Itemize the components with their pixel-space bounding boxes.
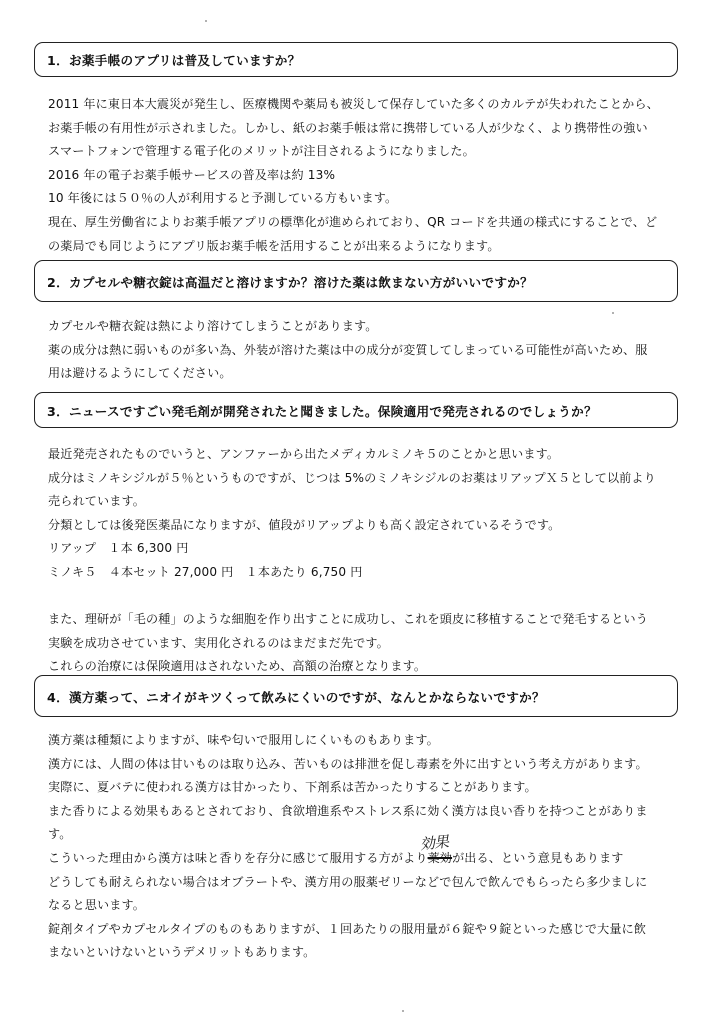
question-4-text: 4．漢方薬って、ニオイがキツくって飲みにくいのですが、なんとかならないですか？ — [47, 689, 545, 705]
answer-line: 最近発売されたものでいうと、アンファーから出たメディカルミノキ５のことかと思います。 — [48, 447, 560, 461]
answer-line: 用は避けるようにしてください。 — [48, 366, 232, 381]
answer-line: リアップ １本 6,300 円 — [48, 541, 189, 556]
handwritten-correction — [418, 832, 453, 871]
answer-line: 現在、厚生労働省によりお薬手帳アプリの標準化が進められており、QR コードを共通の様式にすることで、ど — [48, 214, 658, 229]
answer-line: 売られています。 — [48, 494, 145, 509]
answer-line: 成分はミノキシジルが５％というものですが、じつは 5%のミノキシジルのお薬はリアップＸ５として以前より — [48, 470, 656, 485]
question-box-2 — [34, 260, 678, 302]
answer-line-end: が出る、という意見もあります — [452, 850, 624, 865]
answer-3 — [48, 443, 688, 679]
answer-line: 漢方には、人間の体は甘いものは取り込み、苦いものは排泄を促し毒素を外に出すという考え方があります。 — [48, 756, 648, 771]
answer-line: 分類としては後発医薬品になりますが、値段がリアップよりも高く設定されているそうです。 — [48, 517, 561, 532]
answer-line: また、理研が「毛の種」のような細胞を作り出すことに成功し、これを頭皮に移植することで発毛するという — [48, 612, 648, 627]
answer-line: どうしても耐えられない場合はオブラートや、漢方用の服薬ゼリーなどで包んで飲んでもらったら多少ましに — [48, 874, 648, 889]
handwritten-text: 効果 — [418, 832, 449, 854]
answer-line: また香りによる効果もあるとされており、食欲増進系やストレス系に効く漢方は良い香りを持つことがありま — [48, 803, 648, 818]
answer-line: 2011 年に東日本大震災が発生し、医療機関や薬局も被災して保存していた多くのカルテが失われたことから、 — [48, 97, 659, 111]
answer-line: スマートフォンで管理する電子化のメリットが注目されるようになりました。 — [48, 144, 475, 159]
question-2-text: 2．カプセルや糖衣錠は高温だと溶けますか？溶けた薬は飲まない方がいいですか？ — [47, 274, 534, 290]
question-box-3 — [34, 392, 678, 428]
scan-speck — [612, 312, 614, 314]
question-3-text: 3．ニュースですごい発毛剤が開発されたと聞きました。保険適用で発売されるのでしょうか？ — [47, 403, 597, 419]
answer-line: す。 — [48, 827, 72, 842]
answer-line-corrected — [48, 832, 688, 871]
question-1-text: 1．お薬手帳のアプリは普及していますか？ — [47, 53, 301, 68]
scan-speck — [402, 1010, 404, 1012]
answer-2 — [48, 315, 688, 386]
answer-line: 薬の成分は熱に弱いものが多い為、外装が溶けた薬は中の成分が変質してしまっている可能性が高いため、服 — [48, 342, 648, 357]
answer-line: お薬手帳の有用性が示されました。しかし、紙のお薬手帳は常に携帯している人が少なく、より携帯性の強い — [48, 120, 648, 135]
answer-line: 10 年後には５０％の人が利用すると予測している方もいます。 — [48, 191, 398, 206]
answer-line: ミノキ５ ４本セット 27,000 円 １本あたり 6,750 円 — [48, 564, 363, 579]
answer-1 — [48, 93, 688, 258]
answer-line: なると思います。 — [48, 898, 145, 913]
struck-text: 薬効 — [427, 850, 453, 865]
answer-line: 漢方薬は種類によりますが、味や匂いで服用しにくいものもあります。 — [48, 733, 439, 747]
answer-line-start: こういった理由から漢方は味と香りを存分に感じて服用する方がより — [48, 850, 428, 865]
answer-line: 実験を成功させています、実用化されるのはまだまだ先です。 — [48, 635, 389, 650]
answer-4 — [48, 729, 688, 965]
scan-speck — [205, 20, 207, 22]
answer-line: これらの治療には保険適用はされないため、高額の治療となります。 — [48, 659, 427, 674]
answer-line: 実際に、夏バテに使われる漢方は甘かったり、下剤系は苦かったりすることがあります。 — [48, 780, 537, 795]
answer-line — [48, 585, 688, 609]
question-box-4 — [34, 675, 678, 717]
answer-line: 2016 年の電子お薬手帳サービスの普及率は約 13% — [48, 167, 336, 182]
answer-line: まないといけないというデメリットもあります。 — [48, 945, 316, 960]
answer-line: 錠剤タイプやカプセルタイプのものもありますが、１回あたりの服用量が６錠や９錠といった感じで大量に飲 — [48, 921, 647, 936]
answer-line: の薬局でも同じようにアプリ版お薬手帳を活用することが出来るようになります。 — [48, 238, 500, 253]
answer-line: カプセルや糖衣錠は熱により溶けてしまうことがあります。 — [48, 319, 378, 333]
question-box-1 — [34, 42, 678, 77]
